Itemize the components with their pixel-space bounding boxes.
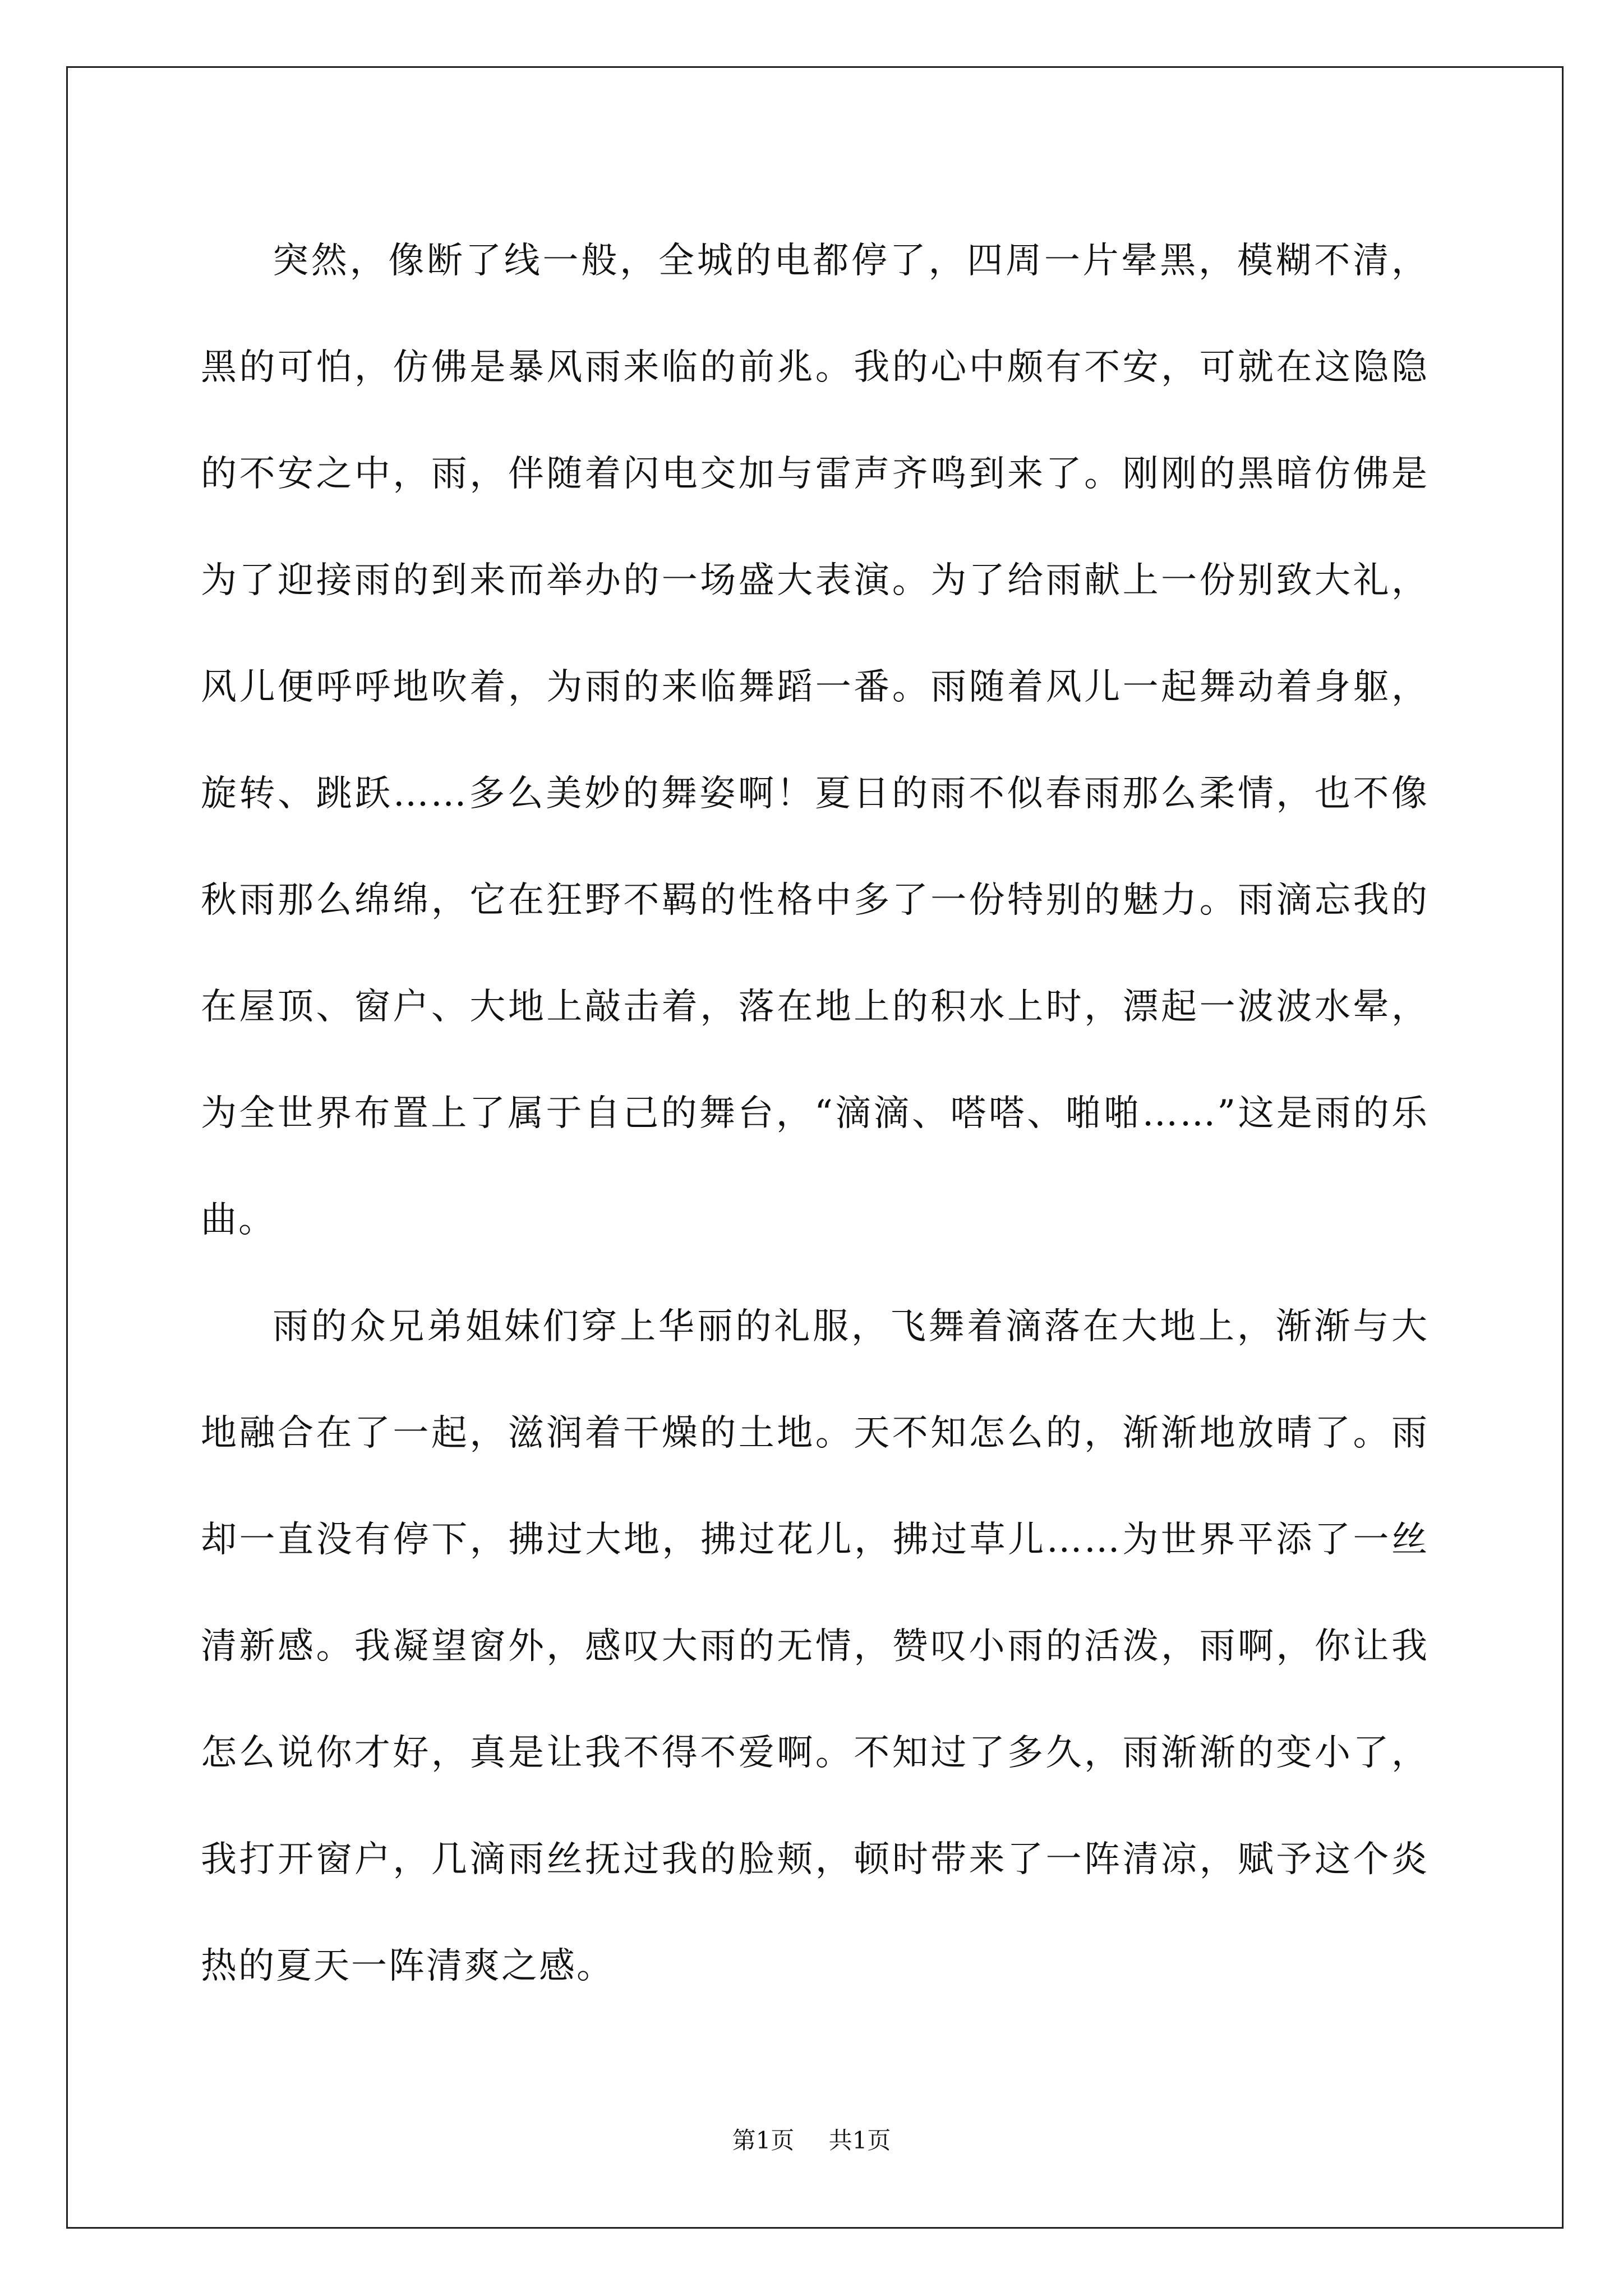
paragraph-1: 突然，像断了线一般，全城的电都停了，四周一片晕黑，模糊不清，黑的可怕，仿佛是暴风雨来临的前兆。我的心中颇有不安，可就在这隐隐的不安之中，雨，伴随着闪电交加与雷声齐鸣到来了。刚刚的黑暗仿佛是为了迎接雨的到来而举办的一场盛大表演。为了给雨献上一份别致大礼，风儿便呼呼地吹着，为雨的来临舞蹈一番。雨随着风儿一起舞动着身躯，旋转、跳跃……多么美妙的舞姿啊！夏日的雨不似春雨那么柔情，也不像秋雨那么绵绵，它在狂野不羁的性格中多了一份特别的魅力。雨滴忘我的在屋顶、窗户、大地上敲击着，落在地上的积水上时，漂起一波波水晕，为全世界布置上了属于自己的舞台，“滴滴、嗒嗒、啪啪……”这是雨的乐曲。 (201, 240, 1429, 1241)
page-number-total: 共1页 (828, 2127, 891, 2154)
page-number-current: 第1页 (732, 2127, 795, 2154)
paragraph-2: 雨的众兄弟姐妹们穿上华丽的礼服，飞舞着滴落在大地上，渐渐与大地融合在了一起，滋润着干燥的土地。天不知怎么的，渐渐地放晴了。雨却一直没有停下，拂过大地，拂过花儿，拂过草儿……为世界平添了一丝清新感。我凝望窗外，感叹大雨的无情，赞叹小雨的活泼，雨啊，你让我怎么说你才好，真是让我不得不爱啊。不知过了多久，雨渐渐的变小了，我打开窗户，几滴雨丝抚过我的脸颊，顿时带来了一阵清凉，赋予这个炎热的夏天一阵清爽之感。 (201, 1306, 1429, 1987)
page-footer (0, 2124, 1623, 2157)
document-body (201, 208, 1429, 2019)
